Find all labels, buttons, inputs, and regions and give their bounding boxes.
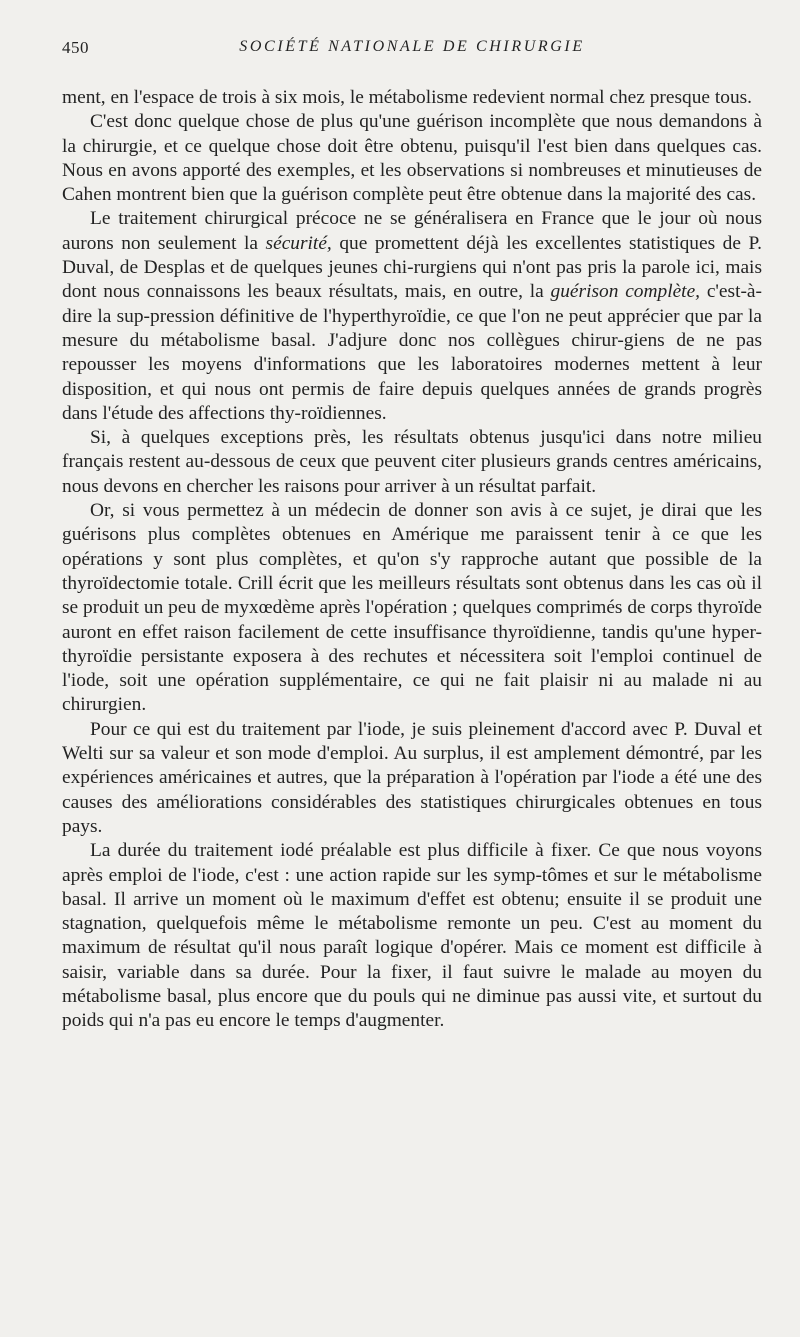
italic-text: guérison complète, xyxy=(550,281,701,303)
paragraph xyxy=(62,499,762,718)
page-header xyxy=(62,38,762,62)
italic-text: sécurité, xyxy=(265,232,332,254)
body-text xyxy=(62,86,762,1034)
paragraph xyxy=(62,839,762,1033)
paragraph-text: Pour ce qui est du traitement par l'iode, je suis pleinement d'accord avec P. Duval et Welti sur sa valeur et son mode d'emploi. Au surplus, il est amplement démontré, par les expériences américaines et autres, que la préparation à l'opération par l'iode a été une des causes des améliorations considérables des statistiques chirurgicales obtenues en tous pays. xyxy=(62,718,762,837)
paragraph-text: C'est donc quelque chose de plus qu'une guérison incomplète que nous demandons à la chirurgie, et ce quelque chose doit être obtenu, puisqu'il l'est bien dans quelques cas. Nous en avons apporté des exemples, et les observations si nombreuses et minutieuses de Cahen montrent bien que la guérison complète peut être obtenue dans la majorité des cas. xyxy=(62,111,762,206)
paragraph-text: que promettent déjà les excellentes statistiques de P. Duval, de Desplas et de quelques jeunes chi-rurgiens qui n'ont pas pris la parole ici, mais dont nous connaissons les beaux résultats, mais, en outre, la xyxy=(62,232,762,303)
paragraph xyxy=(62,718,762,839)
paragraph-text: Or, si vous permettez à un médecin de donner son avis à ce sujet, je dirai que les guérisons plus complètes obtenues en Amérique me paraissent tenir à ce que les opérations y sont plus complètes, et qu'on s'y rapproche autant que possible de la thyroïdectomie totale. Crill écrit que les meilleurs résultats sont obtenus dans les cas où il se produit un peu de myxœdème après l'opération ; quelques comprimés de corps thyroïde auront en effet raison facilement de cette insuffisance thyroïdienne, tandis qu'une hyper-thyroïdie persistante exposera à des rechutes et nécessitera soit l'emploi continuel de l'iode, soit une opération supplémentaire, ce qui ne fait plaisir ni au malade ni au chirurgien. xyxy=(62,500,762,716)
page-number: 450 xyxy=(62,38,89,57)
paragraph xyxy=(62,207,762,426)
paragraph xyxy=(62,86,762,110)
paragraph-text: ment, en l'espace de trois à six mois, le métabolisme redevient normal chez presque tous. xyxy=(62,87,753,108)
paragraph-text: Si, à quelques exceptions près, les résultats obtenus jusqu'ici dans notre milieu français restent au-dessous de ceux que peuvent citer plusieurs grands centres américains, nous devons en chercher les raisons pour arriver à un résultat parfait. xyxy=(62,427,762,497)
running-title: SOCIÉTÉ NATIONALE DE CHIRURGIE xyxy=(239,38,585,55)
paragraph xyxy=(62,110,762,207)
paragraph-text: La durée du traitement iodé préalable est plus difficile à fixer. Ce que nous voyons après emploi de l'iode, c'est : une action rapide sur les symp-tômes et sur le métabolisme basal. Il arrive un moment où le maximum d'effet est obtenu; ensuite il se produit une stagnation, quelquefois même le métabolisme remonte un peu. C'est au moment du maximum de résultat qu'il nous paraît logique d'opérer. Mais ce moment est difficile à saisir, variable dans sa durée. Pour la fixer, il faut suivre le malade au moyen du métabolisme basal, plus encore que du pouls qui ne diminue pas aussi vite, et surtout du poids qui n'a pas eu encore le temps d'augmenter. xyxy=(62,840,762,1032)
paragraph-text: Le traitement chirurgical précoce ne se généralisera en France que le jour où nous aurons non seulement la xyxy=(62,208,762,254)
paragraph xyxy=(62,426,762,499)
paragraph-text: c'est-à-dire la sup-pression définitive de l'hyperthyroïdie, ce que l'on ne peut apprécier que par la mesure du métabolisme basal. J'adjure donc nos collègues chirur-giens de ne pas repousser les moyens d'informations que les laboratoires modernes mettent à leur disposition, et qui nous ont permis de faire depuis quelques années de grands progrès dans l'étude des affections thy-roïdiennes. xyxy=(62,281,762,424)
